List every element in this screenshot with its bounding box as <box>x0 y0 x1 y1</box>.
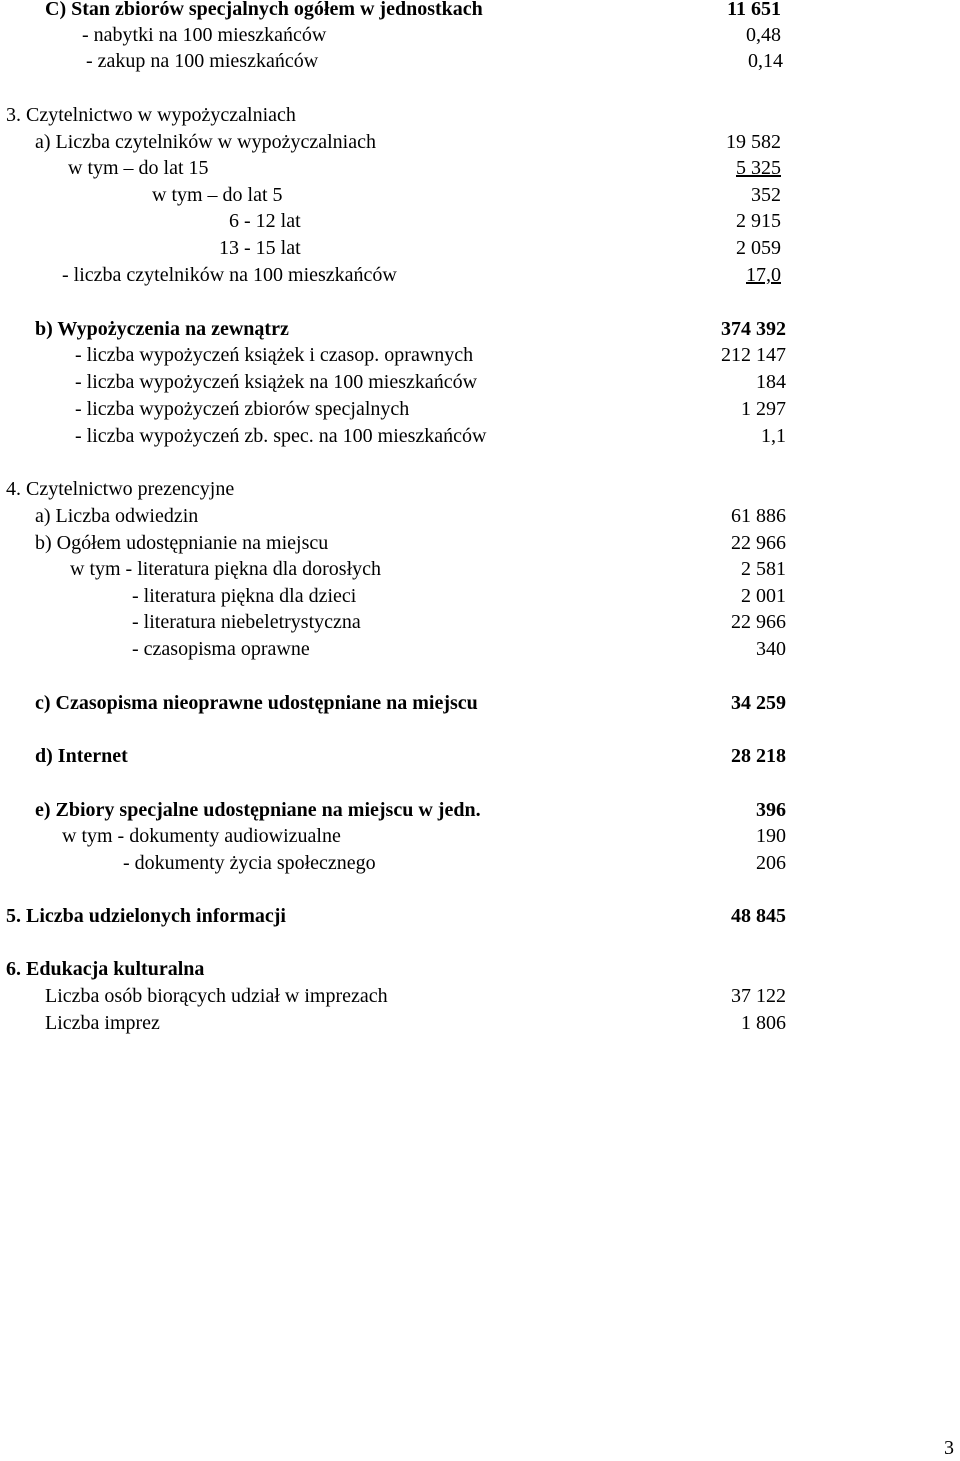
internet-row: d) Internet 28 218 <box>35 745 786 767</box>
list-item: 13 - 15 lat 2 059 <box>219 237 781 259</box>
section-3-heading-row <box>0 102 960 128</box>
odwiedziny-row: a) Liczba odwiedzin 61 886 <box>35 505 786 527</box>
list-item: - literatura piękna dla dzieci 2 001 <box>132 585 786 607</box>
stan-zbiorow-heading: C) Stan zbiorów specjalnych ogółem w jednostkach <box>45 0 483 20</box>
list-item: w tym - literatura piękna dla dorosłych 2 581 <box>70 558 786 580</box>
udostepnianie-row: b) Ogółem udostępnianie na miejscu 22 966 <box>35 532 786 554</box>
list-item: - zakup na 100 mieszkańców 0,14 <box>86 50 783 72</box>
list-item: Liczba imprez 1 806 <box>45 1012 786 1034</box>
section-6-heading: 6. Edukacja kulturalna <box>6 958 205 980</box>
list-item: w tym – do lat 15 5 325 <box>68 157 781 179</box>
page-number: 3 <box>944 1437 954 1459</box>
list-item: - liczba wypożyczeń zb. spec. na 100 mieszkańców 1,1 <box>75 425 786 447</box>
section-5-value: 48 845 <box>731 905 786 927</box>
section-3-heading: 3. Czytelnictwo w wypożyczalniach <box>6 104 296 126</box>
list-item: w tym - dokumenty audiowizualne 190 <box>62 825 786 847</box>
list-item: - liczba wypożyczeń zbiorów specjalnych 1 297 <box>75 398 786 420</box>
czytelnicy-row: a) Liczba czytelników w wypożyczalniach 19 582 <box>35 131 781 153</box>
section-5-row <box>0 903 960 929</box>
list-item: - nabytki na 100 mieszkańców 0,48 <box>82 24 781 46</box>
zbiory-specjalne-row: e) Zbiory specjalne udostępniane na miejscu w jedn. 396 <box>35 799 786 821</box>
list-item: - literatura niebeletrystyczna 22 966 <box>132 611 786 633</box>
section-6-heading-row <box>0 956 960 982</box>
list-item: - liczba czytelników na 100 mieszkańców 17,0 <box>62 264 781 286</box>
list-item: Liczba osób biorących udział w imprezach 37 122 <box>45 985 786 1007</box>
section-4-heading: 4. Czytelnictwo prezencyjne <box>6 478 235 500</box>
czasopisma-row: c) Czasopisma nieoprawne udostępniane na miejscu 34 259 <box>35 692 786 714</box>
list-item: - dokumenty życia społecznego 206 <box>123 852 786 874</box>
stan-zbiorow-row <box>0 0 960 22</box>
list-item: - liczba wypożyczeń książek na 100 mieszkańców 184 <box>75 371 786 393</box>
wypozyczenia-row: b) Wypożyczenia na zewnątrz 374 392 <box>35 318 786 340</box>
section-4-heading-row <box>0 476 960 502</box>
list-item: - liczba wypożyczeń książek i czasop. oprawnych 212 147 <box>75 344 786 366</box>
stan-zbiorow-value: 11 651 <box>727 0 781 20</box>
section-5-heading: 5. Liczba udzielonych informacji <box>6 905 286 927</box>
list-item: w tym – do lat 5 352 <box>152 184 781 206</box>
list-item: - czasopisma oprawne 340 <box>132 638 786 660</box>
list-item: 6 - 12 lat 2 915 <box>229 210 781 232</box>
